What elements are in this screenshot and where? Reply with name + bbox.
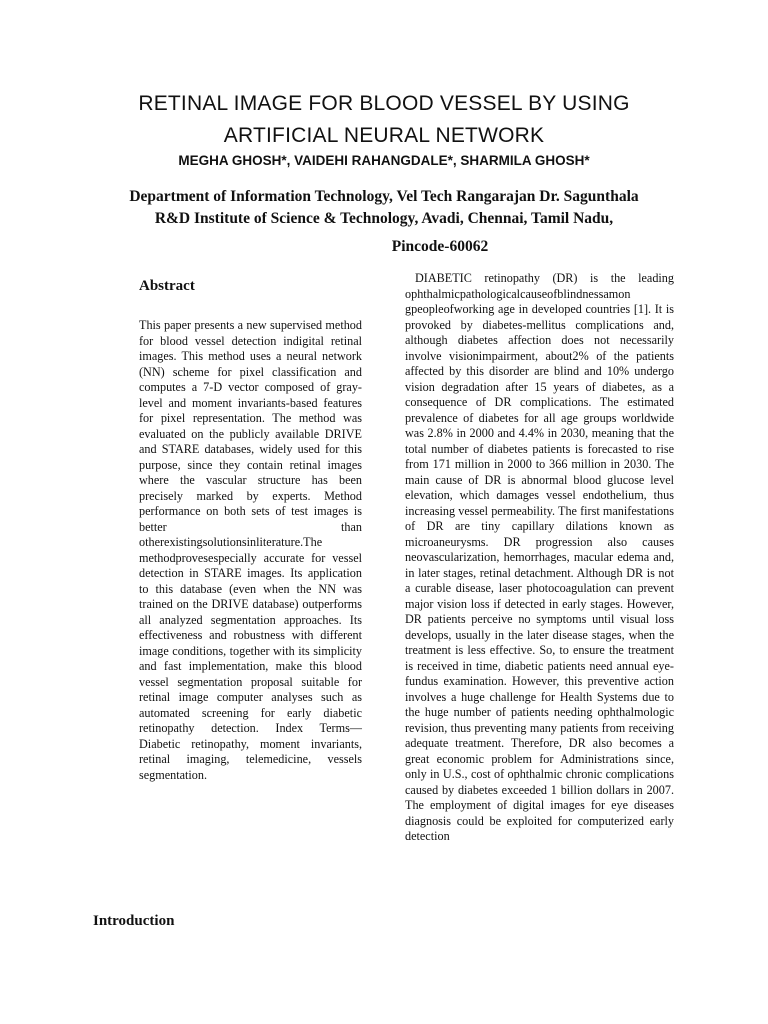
pincode: Pincode-60062 [391, 238, 489, 255]
author-list: MEGHA GHOSH*, VAIDEHI RAHANGDALE*, SHARMILA GHOSH* [178, 153, 590, 168]
paper-title [60, 88, 708, 152]
paper-title-line-2: ARTIFICIAL NEURAL NETWORK [223, 124, 545, 147]
affiliation [40, 186, 728, 230]
introduction-text: DIABETIC retinopathy (DR) is the leading ophthalmicpathologicalcauseofblindnessamon gpeopleofworking age in developed countries [1]. It is provoked by diabetes-mellitus complications and, although diabetes affection does not necessarily involve visionimpairment, about2% of the patients affected by this disorder are blind and 10% undergo vision degradation after 15 years of diabetes, as a consequence of DR complications. The estimated prevalence of diabetes for all age groups worldwide was 2.8% in 2000 and 4.4% in 2030, meaning that the total number of diabetes patients is forecasted to rise from 171 million in 2000 to 366 million in 2030. The main cause of DR is abnormal blood glucose level elevation, which damages vessel endothelium, thus increasing vessel permeability. The first manifestations of DR are tiny capillary dilations known as microaneurysms. DR progression also causes neovascularization, hemorrhages, macular edema and, in later stages, retinal detachment. Although DR is not a curable disease, laser photocoagulation can prevent major vision loss if detected in early stages. However, DR patients perceive no symptoms until visual loss develops, usually in the later disease stages, when the treatment is less effective. So, to ensure the treatment is received in time, diabetic patients need annual eye-fundus examination. However, this preventive action involves a huge challenge for Health Systems due to the huge number of patients needing ophthalmologic revision, thus preventing many patients from receiving adequate treatment. Therefore, DR also becomes a great economic problem for Administrations since, only in U.S., cost of ophthalmic chronic complications caused by diabetes exceeded 1 billion dollars in 2007. The employment of digital images for eye diseases diagnosis could be exploited for computerized early detection [405, 271, 674, 843]
abstract-text: This paper presents a new supervised method for blood vessel detection indigital retinal images. This method uses a neural network (NN) scheme for pixel classification and computes a 7-D vector composed of gray-level and moment invariants-based features for pixel representation. The method was evaluated on the publicly available DRIVE and STARE databases, widely used for this purpose, since they contain retinal images where the vascular structure has been precisely marked by experts. Method performance on both sets of test images is better than otherexistingsolutionsinliterature.The methodprovesespecially accurate for vessel detection in STARE images. Its application to this database (even when the NN was trained on the DRIVE database) outperforms all analyzed segmentation approaches. Its effectiveness and robustness with different image conditions, together with its simplicity and fast implementation, make this blood vessel segmentation proposal suitable for retinal image computer analyses such as automated screening for early diabetic retinopathy detection. Index Terms—Diabetic retinopathy, moment invariants, retinal imaging, telemedicine, vessels segmentation. [139, 318, 362, 782]
abstract-heading: Abstract [139, 278, 195, 294]
affiliation-line-2: R&D Institute of Science & Technology, Avadi, Chennai, Tamil Nadu, [154, 210, 614, 227]
introduction-heading: Introduction [93, 913, 175, 929]
paper-title-line-1: RETINAL IMAGE FOR BLOOD VESSEL BY USING [138, 92, 630, 115]
affiliation-line-1: Department of Information Technology, Vel Tech Rangarajan Dr. Sagunthala [129, 188, 639, 205]
